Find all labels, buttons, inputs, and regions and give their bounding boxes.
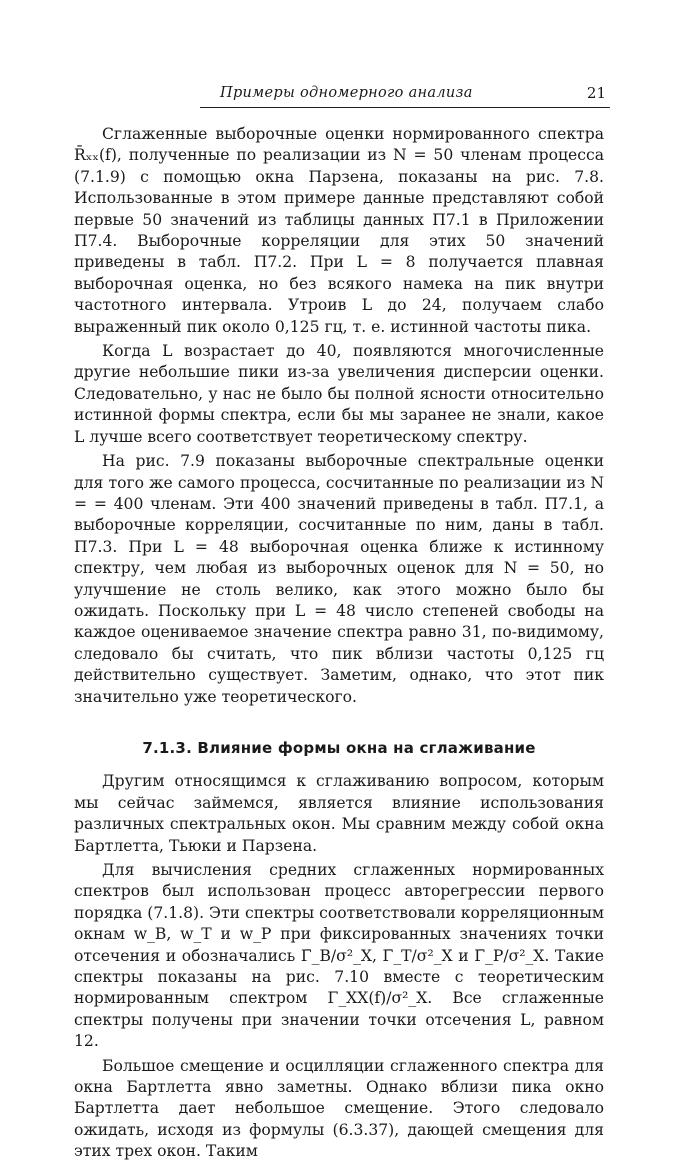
paragraph: Для вычисления средних сглаженных нормированных спектров был использован процесс авторегрессии первого порядка (7.1.8). Эти спектры соответствовали корреляционным окнам w_B, w_T и w_P при фиксированных значениях точки отсечения и обозначались Γ̄_B/σ²_X, Γ̄_T/σ²_X и Γ̄_P/σ²_X. Такие спектры показаны на рис. 7.10 вместе с теоретическим нормированным спектром Γ_XX(f)/σ²_X. Все сглаженные спектры получены при значении точки отсечения L, равном 12. [74,861,604,1051]
running-head-title: Примеры одномерного анализа [220,85,473,101]
paragraph: На рис. 7.9 показаны выборочные спектральные оценки для того же самого процесса, сосчитанные по реализации из N = = 400 членам. Эти 400 значений приведены в табл. П7.1, а выборочные корреляции, сосчитанные по ним, даны в табл. П7.3. При L = 48 выборочная оценка ближе к истинному спектру, чем любая из выборочных оценок для N = 50, но улучшение не столь велико, как этого можно было бы ожидать. Поскольку при L = 48 число степеней свободы на каждое оцениваемое значение спектра равно 31, по-видимому, следовало бы считать, что пик вблизи частоты 0,125 гц действительно существует. Заметим, однако, что этот пик значительно уже теоретического. [74,452,604,706]
section-heading: 7.1.3. Влияние формы окна на сглаживание [142,738,536,757]
page-body [74,124,604,1163]
running-head [200,85,610,108]
paragraph: Другим относящимся к сглаживанию вопросом, которым мы сейчас займемся, является влияние использования различных спектральных окон. Мы сравним между собой окна Бартлетта, Тьюки и Парзена. [74,772,604,855]
paragraph: Когда L возрастает до 40, появляются многочисленные другие небольшие пики из-за увеличения дисперсии оценки. Следовательно, у нас не было бы полной ясности относительно истинной формы спектра, если бы мы заранее не знали, какое L лучше всего соответствует теоретическому спектру. [74,342,604,446]
paragraph: Сглаженные выборочные оценки нормированного спектра R̄ₓₓ(f), полученные по реализации из N = 50 членам процесса (7.1.9) с помощью окна Парзена, показаны на рис. 7.8. Использованные в этом примере данные представляют собой первые 50 значений из таблицы данных П7.1 в Приложении П7.4. Выборочные корреляции для этих 50 значений приведены в табл. П7.2. При L = 8 получается плавная выборочная оценка, но без всякого намека на пик внутри частотного интервала. Утроив L до 24, получаем слабо выраженный пик около 0,125 гц, т. е. истинной частоты пика. [74,125,604,336]
page-number: 21 [586,84,606,102]
paragraph: Большое смещение и осцилляции сглаженного спектра для окна Бартлетта явно заметны. Однако вблизи пика окно Бартлетта дает небольшое смещение. Этого следовало ожидать, исходя из формулы (6.3.37), дающей смещения для этих трех окон. Таким [74,1056,604,1161]
